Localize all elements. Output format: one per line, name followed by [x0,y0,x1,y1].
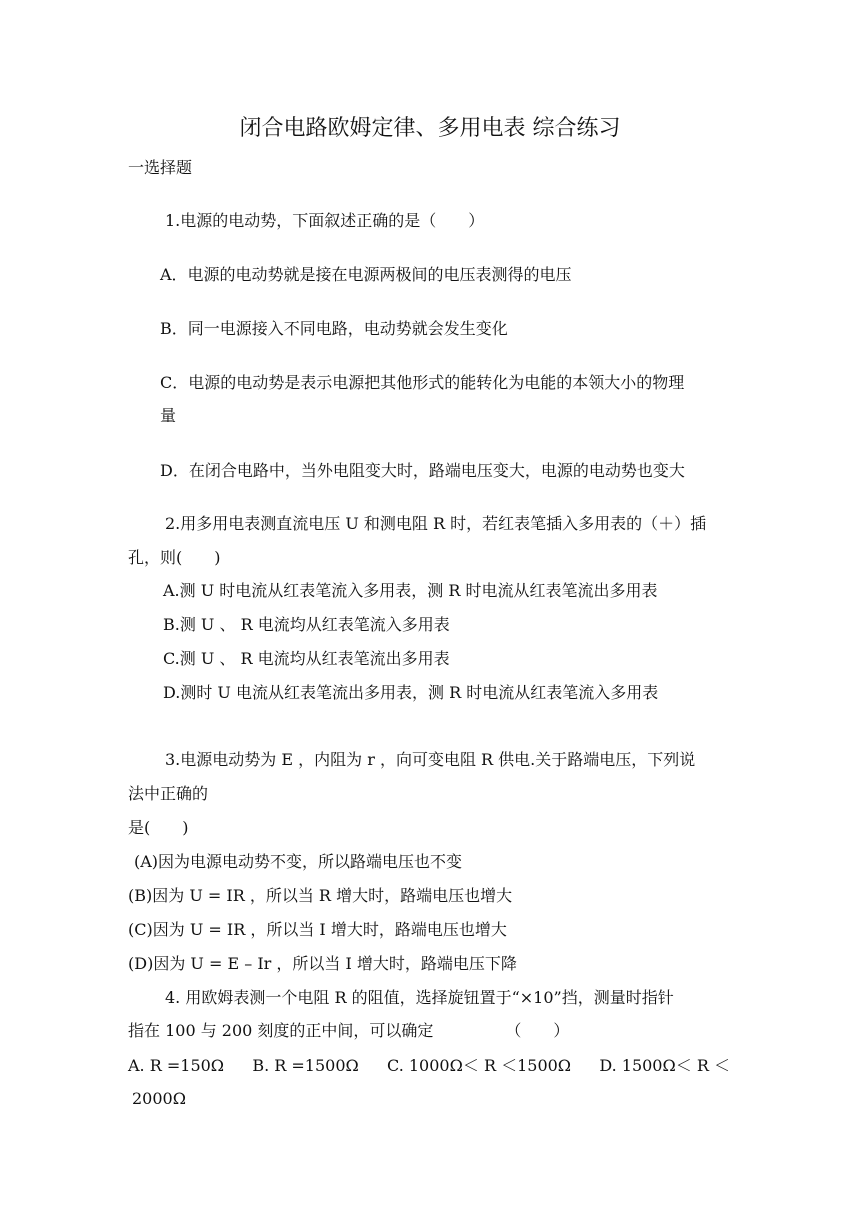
question-4-option-a: A. R =150Ω [128,1056,225,1075]
question-2-option-d: D.测时 U 电流从红表笔流出多用表，测 R 时电流从红表笔流入多用表 [163,683,659,702]
question-4-option-c: C. 1000Ω＜ R ＜1500Ω [387,1056,572,1075]
document-title: 闭合电路欧姆定律、多用电表 综合练习 [239,116,621,141]
question-1-option-b: B．同一电源接入不同电路，电动势就会发生变化 [160,319,508,338]
question-3-option-d: (D)因为 U = E – Ir ，所以当 I 增大时，路端电压下降 [128,954,517,973]
question-3-option-b: (B)因为 U = IR ，所以当 R 增大时，路端电压也增大 [128,886,513,905]
question-1-option-d: D．在闭合电路中，当外电阻变大时，路端电压变大，电源的电动势也变大 [160,461,685,480]
question-3-option-c: (C)因为 U = IR ，所以当 I 增大时，路端电压也增大 [128,920,507,939]
question-2-option-b: B.测 U 、 R 电流均从红表笔流入多用表 [163,615,450,634]
question-3-stem-continued: 法中正确的 [128,784,209,803]
question-3-stem-end: 是( ) [128,818,189,837]
section-heading: 一选择题 [128,158,193,177]
question-4-stem: 4. 用欧姆表测一个电阻 R 的阻值，选择旋钮置于“×10”挡，测量时指针 [165,988,674,1007]
question-2-option-c: C.测 U 、 R 电流均从红表笔流出多用表 [163,649,450,668]
question-1-option-a: A．电源的电动势就是接在电源两极间的电压表测得的电压 [160,265,572,284]
question-3-option-a: (A)因为电源电动势不变，所以路端电压也不变 [134,852,463,871]
question-2-option-a: A.测 U 时电流从红表笔流入多用表，测 R 时电流从红表笔流出多用表 [163,581,658,600]
question-4-option-d-continued: 2000Ω [132,1089,186,1108]
question-2-stem: 2.用多用电表测直流电压 U 和测电阻 R 时，若红表笔插入多用表的（＋）插 [165,514,707,533]
question-1-option-c-continued: 量 [160,406,177,425]
question-4-options-row [128,1056,730,1076]
question-1-option-c: C．电源的电动势是表示电源把其他形式的能转化为电能的本领大小的物理 [160,373,685,392]
question-2-stem-continued: 孔，则( ) [128,548,221,567]
question-4-stem-continued: 指在 100 与 200 刻度的正中间，可以确定 （ ） [128,1021,570,1040]
question-4-option-d: D. 1500Ω＜ R ＜ [599,1056,730,1075]
question-1-stem: 1.电源的电动势，下面叙述正确的是（ ） [165,211,485,230]
question-4-option-b: B. R =1500Ω [252,1056,359,1075]
question-3-stem: 3.电源电动势为 E ，内阻为 r ，向可变电阻 R 供电.关于路端电压，下列说 [165,750,696,769]
